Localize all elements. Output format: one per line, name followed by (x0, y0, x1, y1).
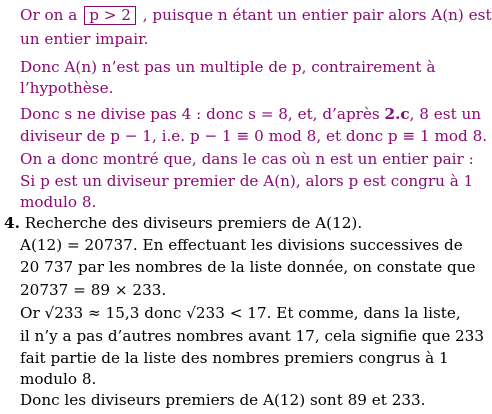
text-line-8: Si p est un diviseur premier de A(n), alors p est congru à 1 (20, 172, 474, 190)
section-title: Recherche des diviseurs premiers de A(12). (24, 214, 363, 232)
text-line-1-pre: Or on a (20, 6, 83, 24)
boxed-condition: p > 2 (84, 6, 136, 25)
section-4-line-8: Donc les diviseurs premiers de A(12) sont 89 et 233. (20, 391, 426, 409)
text-line-1 (20, 6, 492, 25)
section-number: 4. (4, 214, 20, 232)
section-4-line-7: modulo 8. (20, 370, 97, 388)
text-line-3: Donc A(n) n’est pas un multiple de p, contrairement à (20, 58, 436, 76)
section-4-heading (4, 214, 362, 233)
section-4-line-3: 20737 = 89 × 233. (20, 281, 167, 299)
section-4-line-5: il n’y a pas d’autres nombres avant 17, cela signifie que 233 (20, 327, 484, 345)
text-line-6: diviseur de p − 1, i.e. p − 1 ≡ 0 mod 8, et donc p ≡ 1 mod 8. (20, 127, 488, 145)
section-4-line-2: 20 737 par les nombres de la liste donnée, on constate que (20, 258, 476, 276)
text-line-5-post: , 8 est un (409, 105, 482, 123)
section-4-line-6: fait partie de la liste des nombres premiers congrus à 1 (20, 349, 449, 367)
text-line-2: un entier impair. (20, 30, 149, 48)
section-4-line-4: Or √233 ≈ 15,3 donc √233 < 17. Et comme, dans la liste, (20, 304, 461, 322)
text-line-5 (20, 105, 481, 124)
reference-2c: 2.c (384, 105, 410, 123)
text-line-4: l’hypothèse. (20, 79, 114, 97)
text-line-9: modulo 8. (20, 193, 97, 211)
text-line-7: On a donc montré que, dans le cas où n est un entier pair : (20, 150, 474, 168)
text-line-1-post: , puisque n étant un entier pair alors A(n) est (137, 6, 492, 24)
text-line-5-pre: Donc s ne divise pas 4 : donc s = 8, et, d’après (20, 105, 385, 123)
section-4-line-1: A(12) = 20737. En effectuant les divisions successives de (20, 236, 463, 254)
